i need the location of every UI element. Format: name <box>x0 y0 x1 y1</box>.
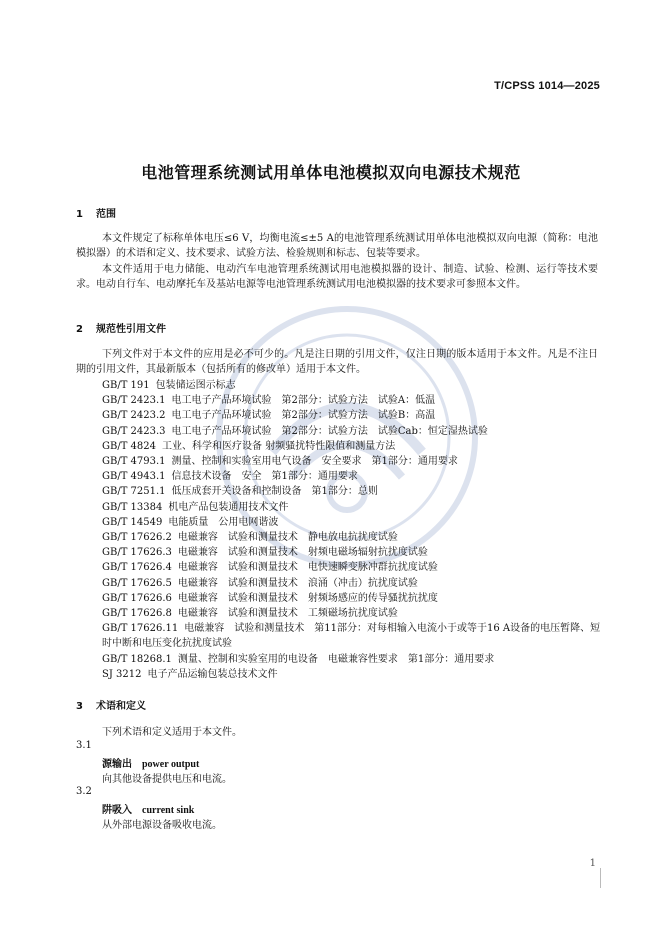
reference-code: GB/T 14549 <box>102 516 163 528</box>
reference-code: GB/T 4793.1 <box>102 456 166 468</box>
list-item <box>76 545 606 560</box>
document-title: 电池管理系统测试用单体电池模拟双向电源技术规范 <box>141 162 521 182</box>
margin-divider <box>600 868 601 888</box>
standard-code: T/CPSS 1014—2025 <box>494 80 600 92</box>
reference-code: GB/T 4824 <box>102 440 157 452</box>
list-item <box>76 621 606 651</box>
section-number: 1 <box>76 209 83 220</box>
reference-title: 工业、科学和医疗设备 射频骚扰特性限值和测量方法 <box>162 440 396 452</box>
reference-code: GB/T 17626.5 <box>102 577 172 589</box>
reference-code: GB/T 191 <box>102 380 150 391</box>
term-number: 3.1 <box>76 740 92 751</box>
section-title: 规范性引用文件 <box>96 324 166 335</box>
reference-list <box>76 378 606 682</box>
list-item <box>76 378 606 393</box>
scope-paragraph-2: 本文件适用于电力储能、电动汽车电池管理系统测试用电池模拟器的设计、制造、试验、检测、运行等技术要求。电动自行车、电动摩托车及基站电源等电池管理系统测试用电池模拟器的技术要求可参照本文件。 <box>76 264 598 291</box>
reference-title: 机电产品包装通用技术文件 <box>168 501 289 513</box>
reference-code: GB/T 2423.3 <box>102 425 166 437</box>
list-item <box>76 439 606 454</box>
reference-title: 电磁兼容 试验和测量技术 静电放电抗扰度试验 <box>177 532 398 544</box>
reference-title: 电工电子产品环境试验 第2部分：试验方法 试验Cab：恒定湿热试验 <box>171 425 488 437</box>
reference-code: GB/T 17626.4 <box>102 562 172 574</box>
section-title: 术语和定义 <box>96 701 146 712</box>
term-definition: 向其他设备提供电压和电流。 <box>102 774 232 785</box>
reference-code: GB/T 17626.8 <box>102 608 172 620</box>
term-name <box>102 755 199 770</box>
reference-title: 电工电子产品环境试验 第2部分：试验方法 试验A：低温 <box>171 395 436 407</box>
list-item <box>76 469 606 484</box>
reference-title: 信息技术设备 安全 第1部分：通用要求 <box>171 471 358 483</box>
reference-title: 电磁兼容 试验和测量技术 第11部分：对每相输入电流小于或等于16 A设备的电压暂降、短时中断和电压变化抗扰度试验 <box>102 623 601 650</box>
term-name <box>102 801 194 816</box>
reference-title: 电工电子产品环境试验 第2部分：试验方法 试验B：高温 <box>171 410 436 422</box>
list-item <box>76 408 606 423</box>
term-english: current sink <box>142 805 195 816</box>
section-number: 3 <box>76 701 83 712</box>
reference-code: GB/T 2423.1 <box>102 395 166 407</box>
list-item <box>76 500 606 515</box>
reference-title: 测量、控制和实验室用电气设备 安全要求 第1部分：通用要求 <box>171 456 458 468</box>
reference-code: GB/T 17626.2 <box>102 532 172 544</box>
reference-code: GB/T 17626.6 <box>102 592 172 604</box>
scope-paragraph-1: 本文件规定了标称单体电压≤6 V，均衡电流≤±5 A的电池管理系统测试用单体电池模拟双向电源（简称：电池模拟器）的术语和定义、技术要求、试验方法、检验规则和标志、包装等要求。 <box>76 233 598 260</box>
list-item <box>76 393 606 408</box>
reference-title: 测量、控制和实验室用的电设备 电磁兼容性要求 第1部分：通用要求 <box>177 653 495 665</box>
section-heading-normative <box>76 320 166 335</box>
reference-code: GB/T 4943.1 <box>102 471 166 483</box>
reference-title: 电磁兼容 试验和测量技术 工频磁场抗扰度试验 <box>177 608 398 620</box>
page-number: 1 <box>589 858 596 869</box>
reference-title: 电磁兼容 试验和测量技术 射频电磁场辐射抗扰度试验 <box>177 547 428 559</box>
list-item <box>76 667 606 682</box>
list-item <box>76 591 606 606</box>
list-item <box>76 424 606 439</box>
reference-title: 包装储运图示标志 <box>155 380 236 391</box>
reference-title: 低压成套开关设备和控制设备 第1部分：总则 <box>171 486 378 498</box>
reference-title: 电子产品运输包装总技术文件 <box>147 668 278 680</box>
list-item <box>76 484 606 499</box>
list-item <box>76 576 606 591</box>
reference-title: 电磁兼容 试验和测量技术 射频场感应的传导骚扰抗扰度 <box>177 592 438 604</box>
normative-intro: 下列文件对于本文件的应用是必不可少的。凡是注日期的引用文件，仅注日期的版本适用于本文件。凡是不注日期的引用文件，其最新版本（包括所有的修改单）适用于本文件。 <box>76 349 598 376</box>
section-title: 范围 <box>96 209 116 220</box>
reference-code: GB/T 7251.1 <box>102 486 166 498</box>
reference-code: GB/T 2423.2 <box>102 410 166 422</box>
reference-code: GB/T 18268.1 <box>102 653 172 665</box>
list-item <box>76 530 606 545</box>
list-item <box>76 652 606 667</box>
reference-code: GB/T 13384 <box>102 501 163 513</box>
term-chinese: 源输出 <box>102 759 132 770</box>
section-heading-scope <box>76 205 116 220</box>
term-english: power output <box>142 759 200 770</box>
section-heading-terms <box>76 697 146 712</box>
list-item <box>76 454 606 469</box>
list-item <box>76 515 606 530</box>
term-number: 3.2 <box>76 786 92 797</box>
list-item <box>76 560 606 575</box>
reference-code: GB/T 17626.3 <box>102 547 172 559</box>
section-number: 2 <box>76 324 83 335</box>
terms-intro: 下列术语和定义适用于本文件。 <box>102 727 242 738</box>
term-chinese: 阱吸入 <box>102 805 132 816</box>
reference-code: SJ 3212 <box>102 668 142 680</box>
term-definition: 从外部电源设备吸收电流。 <box>102 820 222 831</box>
reference-title: 电能质量 公用电网谐波 <box>168 516 279 528</box>
reference-code: GB/T 17626.11 <box>102 623 179 635</box>
reference-title: 电磁兼容 试验和测量技术 浪涌（冲击）抗扰度试验 <box>177 577 418 589</box>
reference-title: 电磁兼容 试验和测量技术 电快速瞬变脉冲群抗扰度试验 <box>177 562 438 574</box>
list-item <box>76 606 606 621</box>
